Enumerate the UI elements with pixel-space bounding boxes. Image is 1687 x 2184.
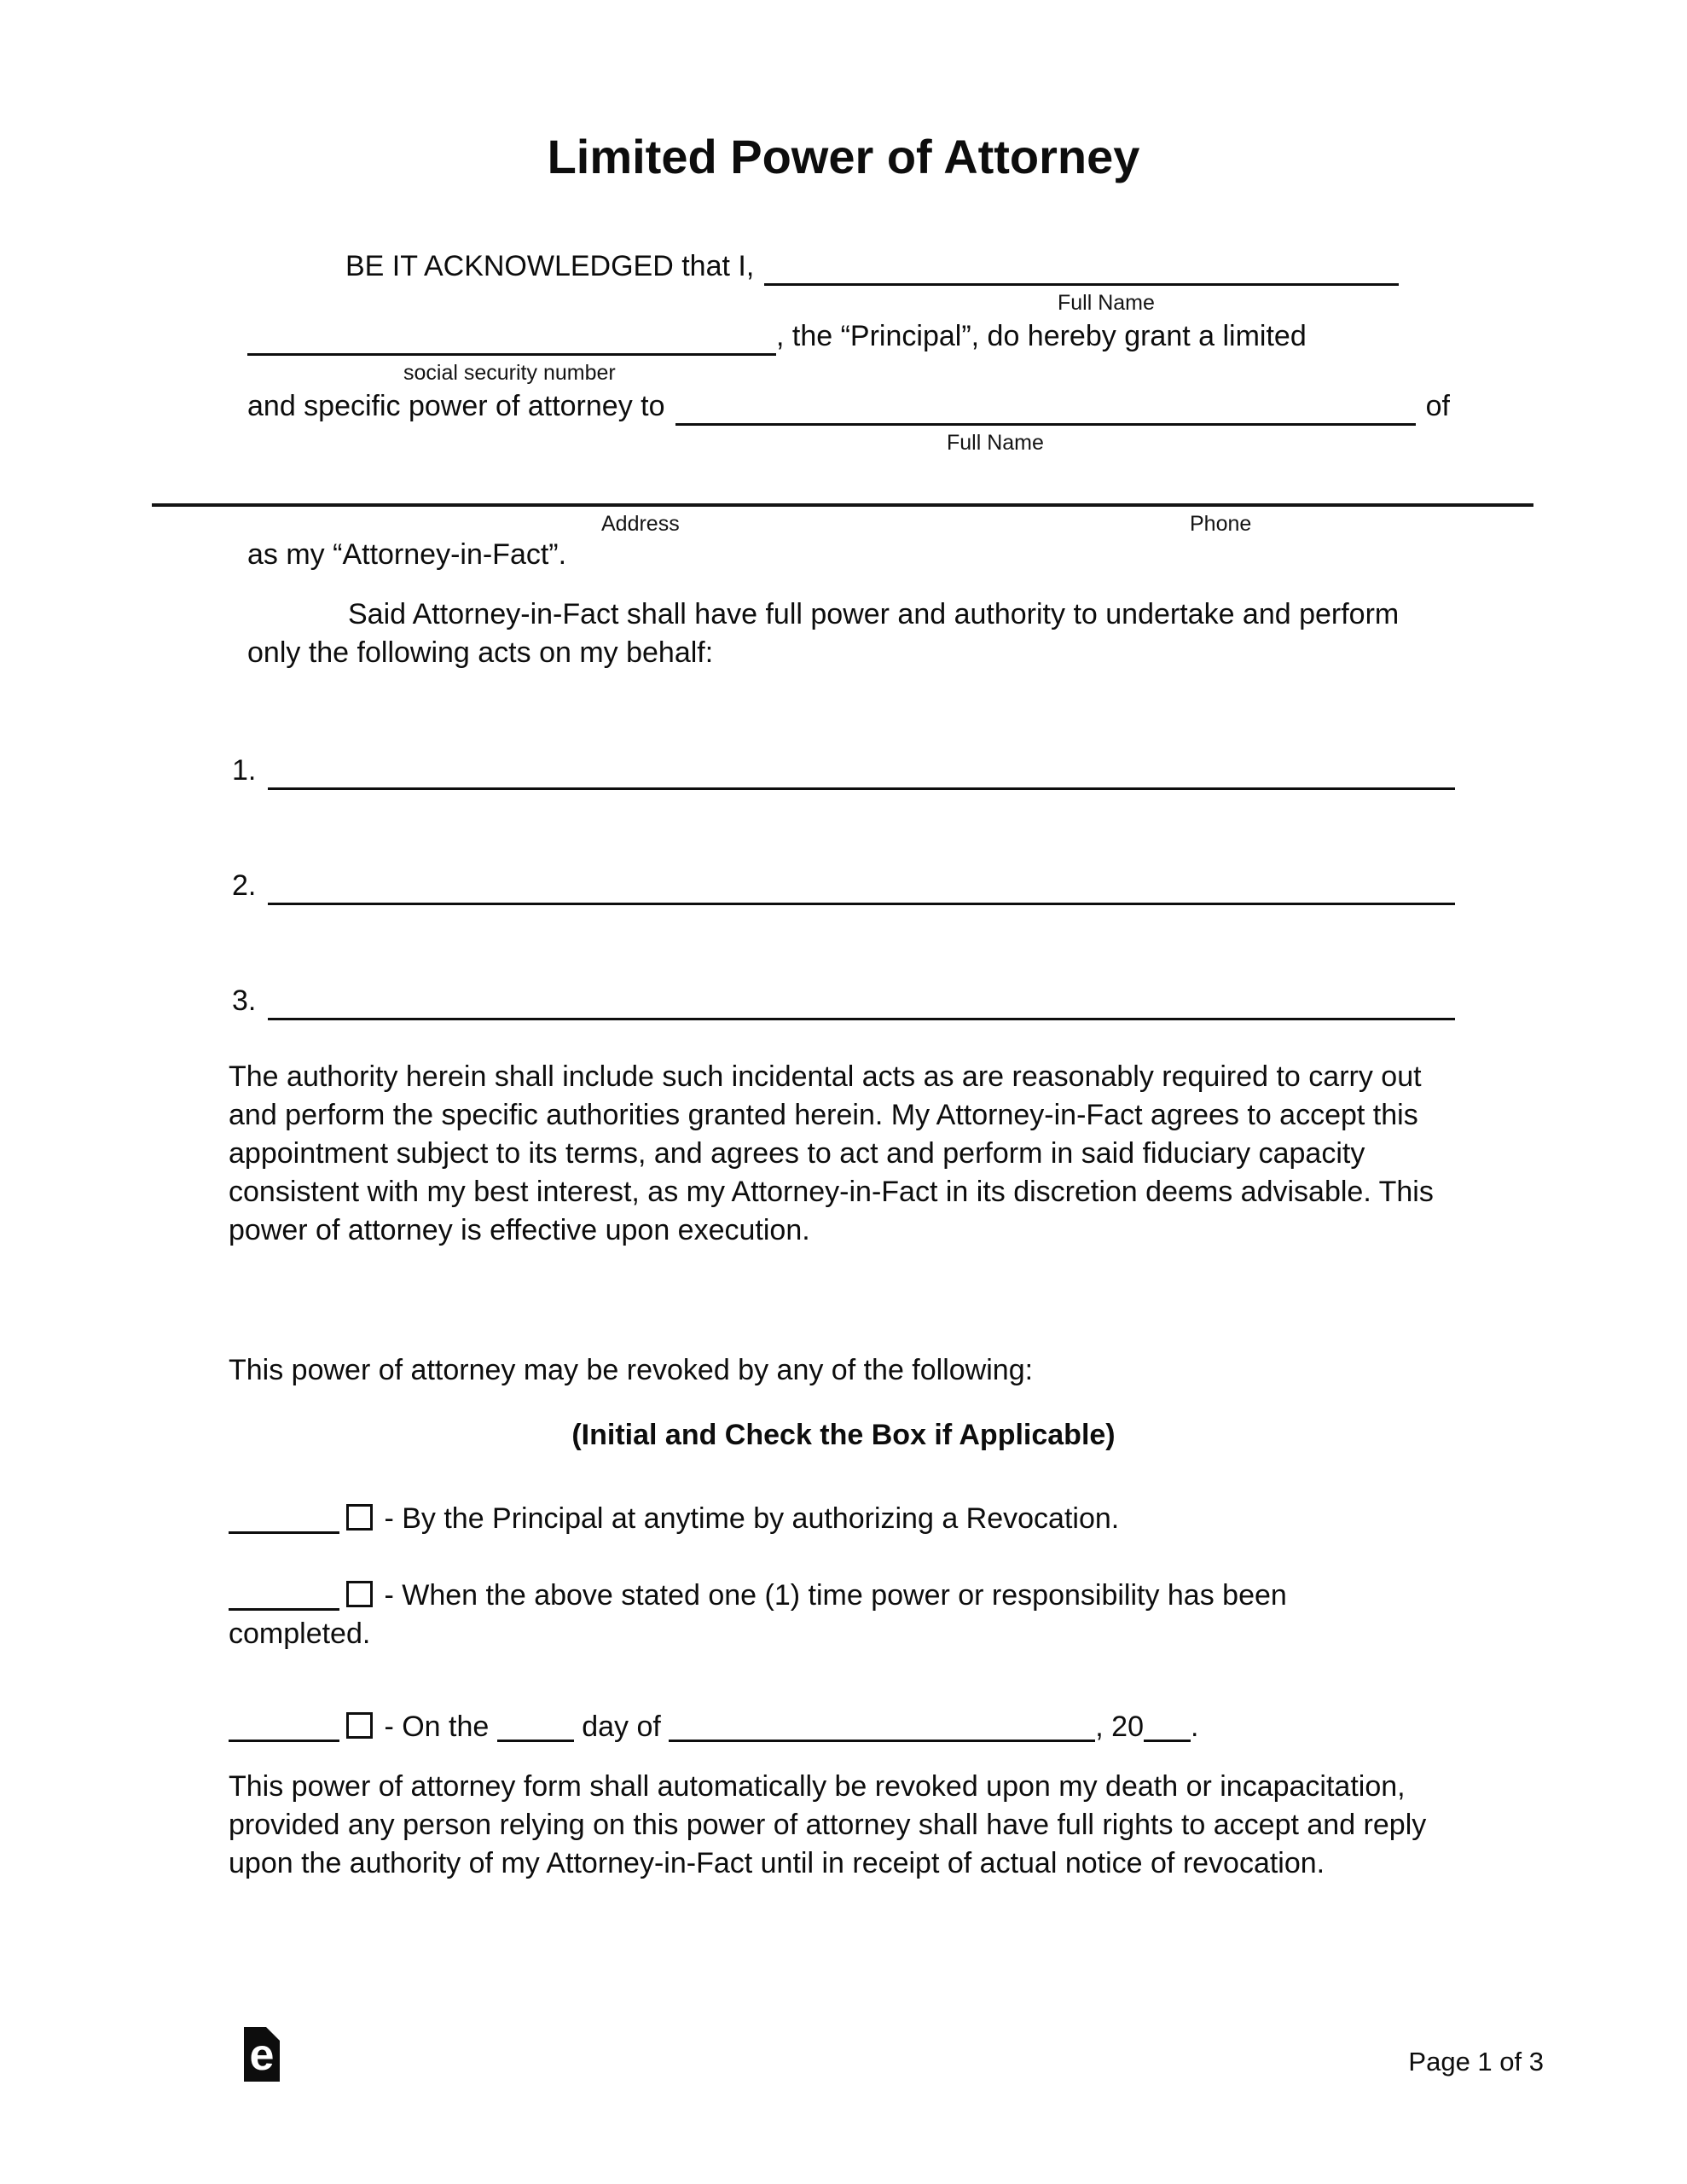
grant-line	[247, 387, 1450, 426]
act-3-number: 3.	[232, 985, 257, 1017]
acknowledge-text: BE IT ACKNOWLEDGED that I,	[345, 250, 755, 282]
attorney-in-fact-text: as my “Attorney-in-Fact”.	[247, 538, 567, 571]
auto-revocation-paragraph: This power of attorney form shall automatically be revoked upon my death or incapacitation, provided any person relying on this power of attorney shall have full rights to accept and reply upon the authority of my Attorney-in-Fact until in receipt of actual notice of revocation.	[229, 1770, 1427, 1879]
revocation-option-3-prefix: - On the	[384, 1711, 490, 1743]
full-name-label-row-2	[247, 426, 1450, 457]
grant-text: and specific power of attorney to	[247, 390, 665, 422]
act-2-number: 2.	[232, 869, 257, 902]
authority-clause-paragraph: The authority herein shall include such incidental acts as are reasonably required to carry out and perform the specific authorities granted herein. My Attorney-in-Fact agrees to accept this appointment subject to its terms, and agrees to act and perform in said fiduciary capacity consistent with my best interest, as my Attorney-in-Fact in its discretion deems advisable. This power of attorney is effective upon execution.	[229, 1060, 1434, 1246]
checkbox-icon-3[interactable]	[346, 1712, 373, 1739]
full-name-label-row-1	[247, 286, 1450, 317]
ssn-line	[247, 317, 1450, 356]
act-row-2	[232, 866, 1455, 905]
revocation-option-2	[229, 1577, 1406, 1653]
revocation-option-1-text: - By the Principal at anytime by authorizing a Revocation.	[384, 1502, 1120, 1535]
revocation-option-2-text: - When the above stated one (1) time power or responsibility has been completed.	[229, 1579, 1287, 1650]
initials-blank-3[interactable]	[229, 1711, 339, 1742]
revocation-instruction-heading: (Initial and Check the Box if Applicable)	[571, 1419, 1116, 1451]
agent-name-blank[interactable]	[675, 387, 1416, 426]
principal-name-blank[interactable]	[764, 247, 1399, 286]
checkbox-icon-2[interactable]	[346, 1581, 373, 1607]
ssn-label-row	[247, 356, 1450, 387]
revocation-option-1	[229, 1500, 1406, 1538]
grant-suffix-text: of	[1425, 390, 1450, 422]
document-page-icon	[244, 2027, 280, 2082]
act-1-number: 1.	[232, 754, 257, 787]
revocation-intro-paragraph: This power of attorney may be revoked by any of the following:	[229, 1354, 1034, 1386]
act-1-blank[interactable]	[268, 750, 1455, 790]
act-row-3	[232, 981, 1455, 1020]
act-3-blank[interactable]	[268, 980, 1455, 1020]
phone-label: Phone	[1190, 512, 1252, 536]
page-indicator: Page 1 of 3	[1408, 2047, 1544, 2077]
principal-text: , the “Principal”, do hereby grant a limited	[776, 320, 1307, 352]
acts-list	[232, 751, 1455, 1020]
full-name-label-2: Full Name	[947, 431, 1044, 455]
initials-blank-1[interactable]	[229, 1502, 339, 1534]
month-blank[interactable]	[669, 1711, 1095, 1742]
act-row-1	[232, 751, 1455, 790]
year-blank[interactable]	[1144, 1711, 1191, 1742]
acknowledge-line	[247, 247, 1450, 286]
revocation-options	[229, 1500, 1406, 1746]
day-blank[interactable]	[497, 1711, 574, 1742]
logo-letter: e	[249, 2030, 275, 2080]
revocation-option-3-dayof: day of	[582, 1711, 661, 1743]
checkbox-icon-1[interactable]	[346, 1504, 373, 1531]
address-label: Address	[601, 512, 680, 536]
eforms-logo	[244, 2027, 280, 2082]
document-title: Limited Power of Attorney	[547, 130, 1140, 183]
ssn-blank[interactable]	[247, 317, 776, 356]
revocation-option-3-period: .	[1191, 1711, 1199, 1743]
intro-section	[247, 247, 1450, 457]
authority-intro-paragraph: Said Attorney-in-Fact shall have full power and authority to undertake and perform only the following acts on my behalf:	[247, 598, 1400, 669]
initials-blank-2[interactable]	[229, 1579, 339, 1611]
address-phone-blank[interactable]	[152, 471, 1533, 507]
revocation-option-3	[229, 1708, 1406, 1746]
act-2-blank[interactable]	[268, 865, 1455, 905]
ssn-label: social security number	[403, 361, 616, 385]
full-name-label-1: Full Name	[1058, 291, 1155, 315]
revocation-option-3-year-prefix: , 20	[1095, 1711, 1144, 1743]
